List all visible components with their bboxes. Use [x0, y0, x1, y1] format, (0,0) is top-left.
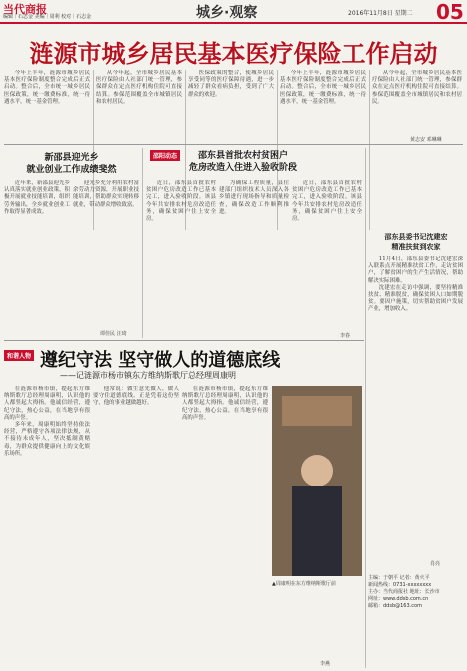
footer-line: 主办：当代商报社 地址：长沙市 — [368, 589, 440, 595]
story-title-line: 就业创业工作成绩斐然 — [26, 165, 117, 175]
story-xinshao-col-1 — [4, 180, 70, 320]
footer-line: 网址：www.ddsb.com.cn — [368, 596, 429, 602]
column-divider — [365, 148, 366, 668]
feature-headline: 遵纪守法 坚守做人的道德底线 — [40, 350, 281, 371]
footer-line: 新闻热线：0731-xxxxxxxx — [368, 582, 432, 588]
lead-article-col-4 — [280, 70, 366, 135]
photo-caption: ▲周康明在东方维纳斯歌厅前 — [272, 581, 336, 587]
story-paragraph: 近日，邵东县首批农村贫困户危房改造工作已基本完工，进入验收阶段。该县今年共安排农村危房改造任务，确保贫困户住上安全房。 — [292, 180, 362, 223]
story-byline: 谭佳民 汪琦 — [100, 331, 127, 337]
lead-paragraph: 从今年起，全市城乡居民基本医疗保险由人社部门统一管理，参保群众在定点医疗机构住院可直接结算。参保范围覆盖全市城镇居民和农村居民。 — [372, 70, 462, 105]
feature-col-3 — [182, 386, 268, 668]
story-right-text — [368, 256, 463, 556]
portrait-image — [272, 386, 362, 576]
story-xinshao-col-2 — [73, 180, 139, 320]
story-title-line: 邵东县委书记沈建宏 — [384, 233, 448, 241]
lead-paragraph: 今年上半年，涟源市城乡居民基本医疗保险制度整合完成后正式启动。整合后，全市统一城乡居民医保政策，统一缴费标准，统一待遇水平，统一基金管理。 — [280, 70, 366, 105]
feature-col-1 — [4, 386, 90, 668]
lead-paragraph: 医保政策的整合，使城乡居民享受同等的医疗保障待遇，进一步减轻了群众看病负担，受到了广大群众的欢迎。 — [188, 70, 274, 98]
page-footer — [368, 575, 464, 610]
masthead: 当代商报 — [3, 3, 47, 16]
story-byline: 肖亮 — [430, 561, 441, 567]
page-header — [0, 0, 467, 24]
feature-paragraph: 多年来，周康明始终坚持依法经营，严格遵守各项法律法规，从不接待未成年人，坚决抵制黄赌毒，为群众提供健康向上的文化娱乐场所。 — [4, 422, 90, 457]
story-shaodong-col-3 — [292, 180, 362, 330]
section-title: 城乡·观察 — [196, 5, 258, 21]
issue-date: 2016年11月8日 星期二 — [348, 10, 413, 17]
page-number: 05 — [436, 0, 464, 24]
lead-byline: 黄志安 邓琳琳 — [410, 137, 442, 143]
story-title-right — [368, 232, 464, 252]
feature-paragraph: 在涟源市杨市镇，提起东方维纳斯歌厅总经理周康明，认识他的人都竖起大拇指。他诚信经营，遵纪守法，热心公益，在当地享有很高的声誉。 — [182, 386, 268, 421]
lead-paragraph: 从今年起，全市城乡居民基本医疗保险由人社部门统一管理，参保群众在定点医疗机构住院可直接结算。参保范围覆盖全市城镇居民和农村居民。 — [96, 70, 182, 105]
column-divider — [142, 148, 143, 338]
story-byline: 李春 — [340, 333, 351, 339]
story-paragraph: 近日，邵东县首批农村贫困户危房改造工作已基本完工，进入验收阶段。该县今年共安排农村危房改造任务，确保贫困户住上安全房。 — [146, 180, 216, 223]
story-title-line: 危房改造入住进入验收阶段 — [188, 163, 297, 173]
main-headline: 涟源市城乡居民基本医疗保险工作启动 — [29, 40, 438, 68]
feature-byline: 李燕 — [320, 661, 331, 667]
lead-paragraph: 今年上半年，涟源市城乡居民基本医疗保险制度整合完成后正式启动。整合后，全市统一城乡居民医保政策，统一缴费标准，统一待遇水平，统一基金管理。 — [4, 70, 90, 105]
story-paragraph: 迎光乡充分利用农村富余劳动力资源，开展职业技能培训，帮助群众实现转移就业，带动群众增收致富。 — [73, 180, 139, 208]
feature-paragraph: 在涟源市杨市镇，提起东方维纳斯歌厅总经理周康明，认识他的人都竖起大拇指。他诚信经营，遵纪守法，热心公益，在当地享有很高的声誉。 — [4, 386, 90, 421]
section-divider — [4, 340, 364, 341]
story-paragraph: 11月4日，邵东县委书记沈建宏深入联系点开展精准扶贫工作，走访贫困户，了解贫困户的生产生活情况，帮助解决实际困难。 — [368, 256, 463, 284]
story-shaodong-col-2 — [219, 180, 289, 330]
feature-paragraph: 他常说：做生意先做人，做人要守住道德底线。正是凭着这份坚守，他的事业越做越好。 — [93, 386, 179, 407]
story-shaodong-col-1 — [146, 180, 216, 330]
story-title-line: 精准扶贫到农家 — [391, 243, 441, 251]
story-title-line: 新邵县迎光乡 — [44, 153, 99, 163]
story-paragraph: 为确保工程质量，县住建部门组织技术人员深入各乡镇进行现场指导和质量检查，确保改造工作顺利推进。 — [219, 180, 289, 215]
footer-line: 主编：于朝平 记者：黄火平 — [368, 575, 430, 581]
story-tag: 邵阳动态 — [150, 150, 180, 161]
story-paragraph: 沈建宏在走访中强调，要坚持精准扶贫、精准脱贫，确保贫困人口如期脱贫。要因户施策，切实帮助贫困户发展产业，增加收入。 — [368, 284, 463, 313]
feature-photo — [272, 386, 362, 576]
column-divider — [369, 70, 370, 230]
feature-tag: 和谐人物 — [4, 350, 34, 361]
story-title-shaodong — [168, 150, 318, 174]
feature-subhead: ——记涟源市杨市镇东方维纳斯歌厅总经理周康明 — [60, 371, 236, 380]
story-title-line: 邵东县首批农村贫困户 — [197, 151, 288, 161]
lead-article-col-5 — [372, 70, 462, 130]
story-paragraph: 近年来，新邵县迎光乡认真落实就业创业政策，积极开展就业技能培训，组织劳务输出，全乡就业创业工作取得显著成效。 — [4, 180, 70, 215]
footer-line: 邮箱：ddsb@163.com — [368, 603, 422, 609]
feature-col-2 — [93, 386, 179, 668]
masthead-credits: 编辑｜石志金 美编｜周利 校对｜石志金 — [3, 14, 92, 20]
story-title-xinshao — [4, 152, 139, 176]
section-divider — [4, 144, 463, 145]
